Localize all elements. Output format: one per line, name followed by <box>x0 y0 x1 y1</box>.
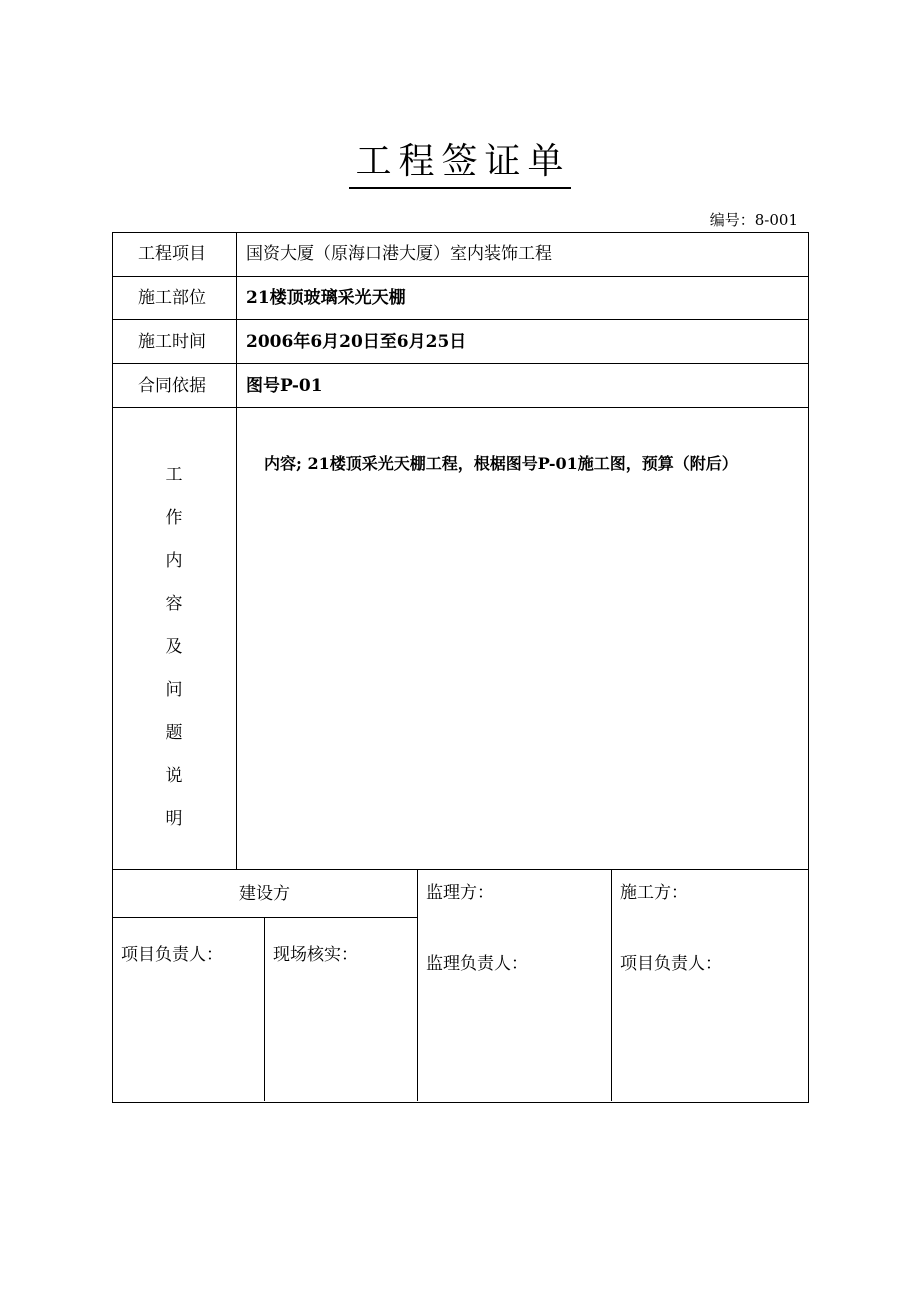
supervisor-column-divider <box>417 869 418 1101</box>
work-label-char: 内 <box>165 551 183 571</box>
contractor-project-manager: 项目负责人： <box>620 954 722 974</box>
work-content-label <box>152 454 196 841</box>
work-label-char: 说 <box>165 766 183 786</box>
work-label-char: 明 <box>165 809 183 829</box>
owner-column-divider <box>264 917 265 1101</box>
work-label-char: 作 <box>165 508 183 528</box>
supervisor-heading: 监理方： <box>426 883 494 903</box>
period-value: 2006年6月20日至6月25日 <box>246 332 467 352</box>
row-divider <box>112 276 808 277</box>
contract-basis-value: 图号P-01 <box>246 376 323 396</box>
row-divider <box>112 869 808 870</box>
form-title: 工程签证单 <box>0 138 920 189</box>
work-label-char: 工 <box>165 465 183 485</box>
row-divider <box>112 407 808 408</box>
work-label-char: 容 <box>165 594 183 614</box>
supervisor-manager: 监理负责人： <box>426 954 528 974</box>
row-divider <box>112 319 808 320</box>
contractor-column-divider <box>611 869 612 1101</box>
work-content-text: 内容; 21楼顶采光天棚工程，根椐图号P-01施工图，预算（附后） <box>264 454 738 473</box>
owner-site-verification: 现场核实： <box>273 945 358 965</box>
location-label: 施工部位 <box>138 288 206 308</box>
work-label-char: 问 <box>165 680 183 700</box>
contractor-heading: 施工方： <box>620 883 688 903</box>
work-label-char: 题 <box>165 723 183 743</box>
owner-heading: 建设方 <box>239 884 290 904</box>
row-divider <box>112 363 808 364</box>
project-label: 工程项目 <box>138 244 206 264</box>
project-value: 国资大厦（原海口港大厦）室内装饰工程 <box>246 244 552 264</box>
owner-project-manager: 项目负责人： <box>121 945 223 965</box>
period-label: 施工时间 <box>138 332 206 352</box>
document-number: 编号：8-001 <box>709 211 798 229</box>
work-label-char: 及 <box>165 637 183 657</box>
location-value: 21楼顶玻璃采光天棚 <box>246 288 406 308</box>
contract-basis-label: 合同依据 <box>138 376 206 396</box>
label-column-divider <box>236 232 237 870</box>
